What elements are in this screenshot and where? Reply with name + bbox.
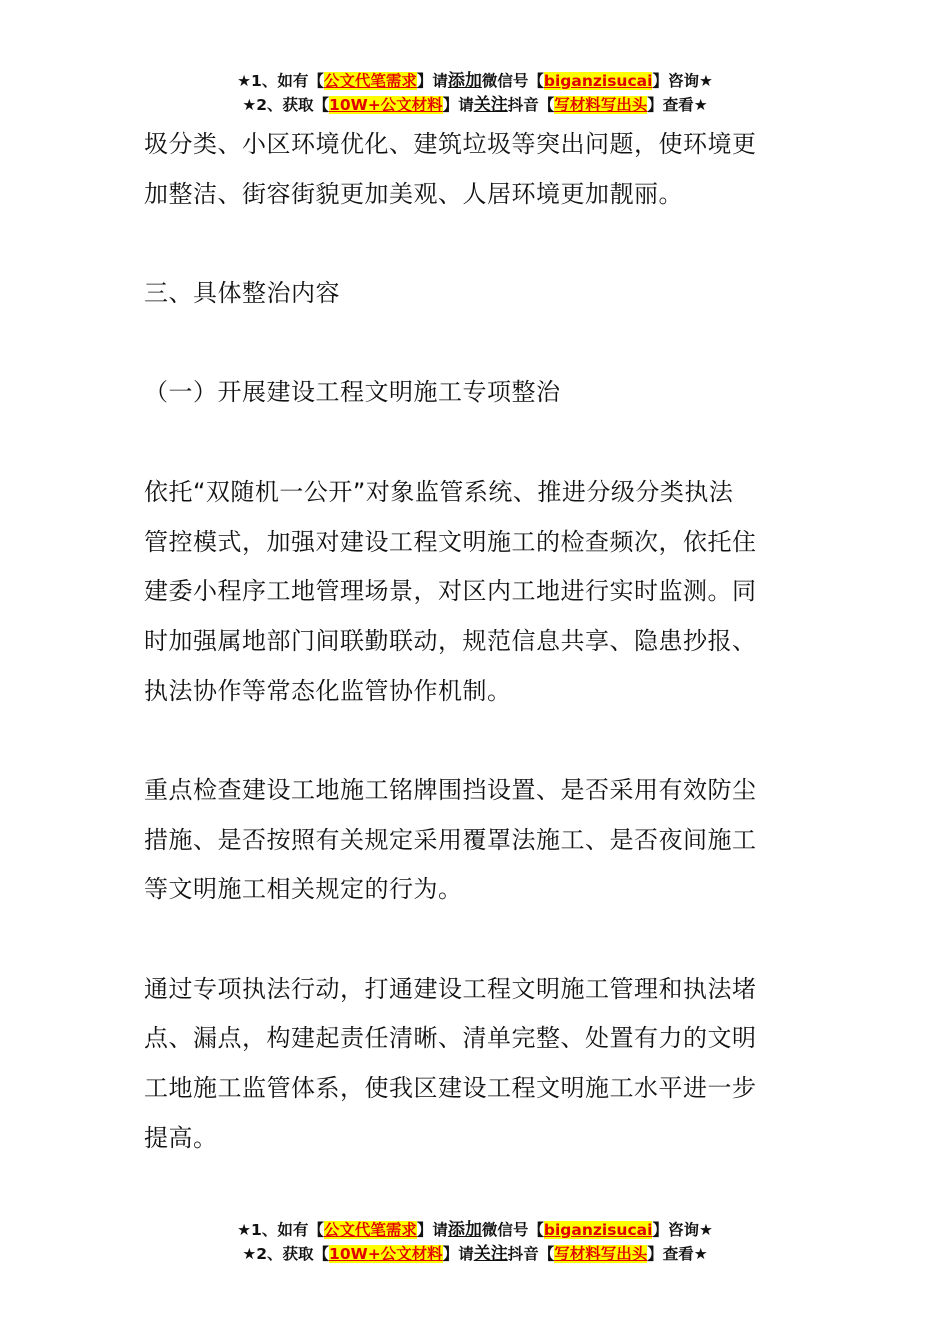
text-line: 建委小程序工地管理场景，对区内工地进行实时监测。同 [144,577,757,606]
highlighted-text: 写材料写出头 [554,1245,648,1263]
text-line [144,319,824,369]
banner-line2 [0,1242,950,1266]
banner-text: 抖音【 [507,96,555,114]
text-line: 通过专项执法行动，打通建设工程文明施工管理和执法堵 [144,974,757,1003]
banner-text: 】查看★ [647,96,708,114]
text-line [144,219,824,269]
text-line: 措施、是否按照有关规定采用覆罩法施工、是否夜间施工 [144,825,757,854]
highlighted-text: biganzisucai [543,1221,653,1239]
text-line: 三、具体整治内容 [144,279,340,308]
banner-text: 微信号【 [481,72,544,90]
emphasized-text: 关注 [473,95,508,115]
banner-text: 】请 [416,1221,448,1239]
banner-text: 】咨询★ [652,1221,713,1239]
banner-text: 抖音【 [507,1245,555,1263]
highlighted-text: 公文代笔需求 [323,72,417,90]
text-line: 执法协作等常态化监管协作机制。 [144,676,512,705]
banner-line2 [0,93,950,117]
text-line [144,915,824,965]
banner-text: 】请 [442,96,474,114]
banner-text: ★1、如有【 [237,1221,324,1239]
text-line: 工地施工监管体系，使我区建设工程文明施工水平进一步 [144,1074,757,1103]
banner-text: 微信号【 [481,1221,544,1239]
text-line: （一）开展建设工程文明施工专项整治 [144,378,561,407]
highlighted-text: 写材料写出头 [554,96,648,114]
text-line [144,418,824,468]
text-line: 点、漏点，构建起责任清晰、清单完整、处置有力的文明 [144,1024,757,1053]
banner-text: 】查看★ [647,1245,708,1263]
highlighted-text: biganzisucai [543,72,653,90]
document-body [144,120,824,1163]
banner-line1 [0,69,950,93]
emphasized-text: 添加 [447,71,482,91]
banner-text: 】咨询★ [652,72,713,90]
text-line: 管控模式，加强对建设工程文明施工的检查频次，依托住 [144,527,757,556]
text-line: 重点检查建设工地施工铭牌围挡设置、是否采用有效防尘 [144,775,757,804]
highlighted-text: 公文代笔需求 [323,1221,417,1239]
emphasized-text: 添加 [447,1220,482,1240]
text-line: 加整洁、街容街貌更加美观、人居环境更加靓丽。 [144,179,683,208]
text-line: 依托“双随机一公开”对象监管系统、推进分级分类执法 [144,477,734,506]
footer-banner [0,1218,950,1266]
banner-text: 】请 [416,72,448,90]
banner-text: 】请 [442,1245,474,1263]
highlighted-text: 10W+公文材料 [329,96,443,114]
header-banner [0,69,950,117]
banner-text: ★2、获取【 [242,1245,330,1263]
banner-text: ★1、如有【 [237,72,324,90]
text-line: 时加强属地部门间联勤联动，规范信息共享、隐患抄报、 [144,626,757,655]
text-line: 提高。 [144,1123,218,1152]
banner-line1 [0,1218,950,1242]
text-line: 圾分类、小区环境优化、建筑垃圾等突出问题，使环境更 [144,130,757,158]
highlighted-text: 10W+公文材料 [329,1245,443,1263]
emphasized-text: 关注 [473,1244,508,1264]
banner-text: ★2、获取【 [242,96,330,114]
text-line [144,716,824,766]
text-line: 等文明施工相关规定的行为。 [144,875,463,904]
